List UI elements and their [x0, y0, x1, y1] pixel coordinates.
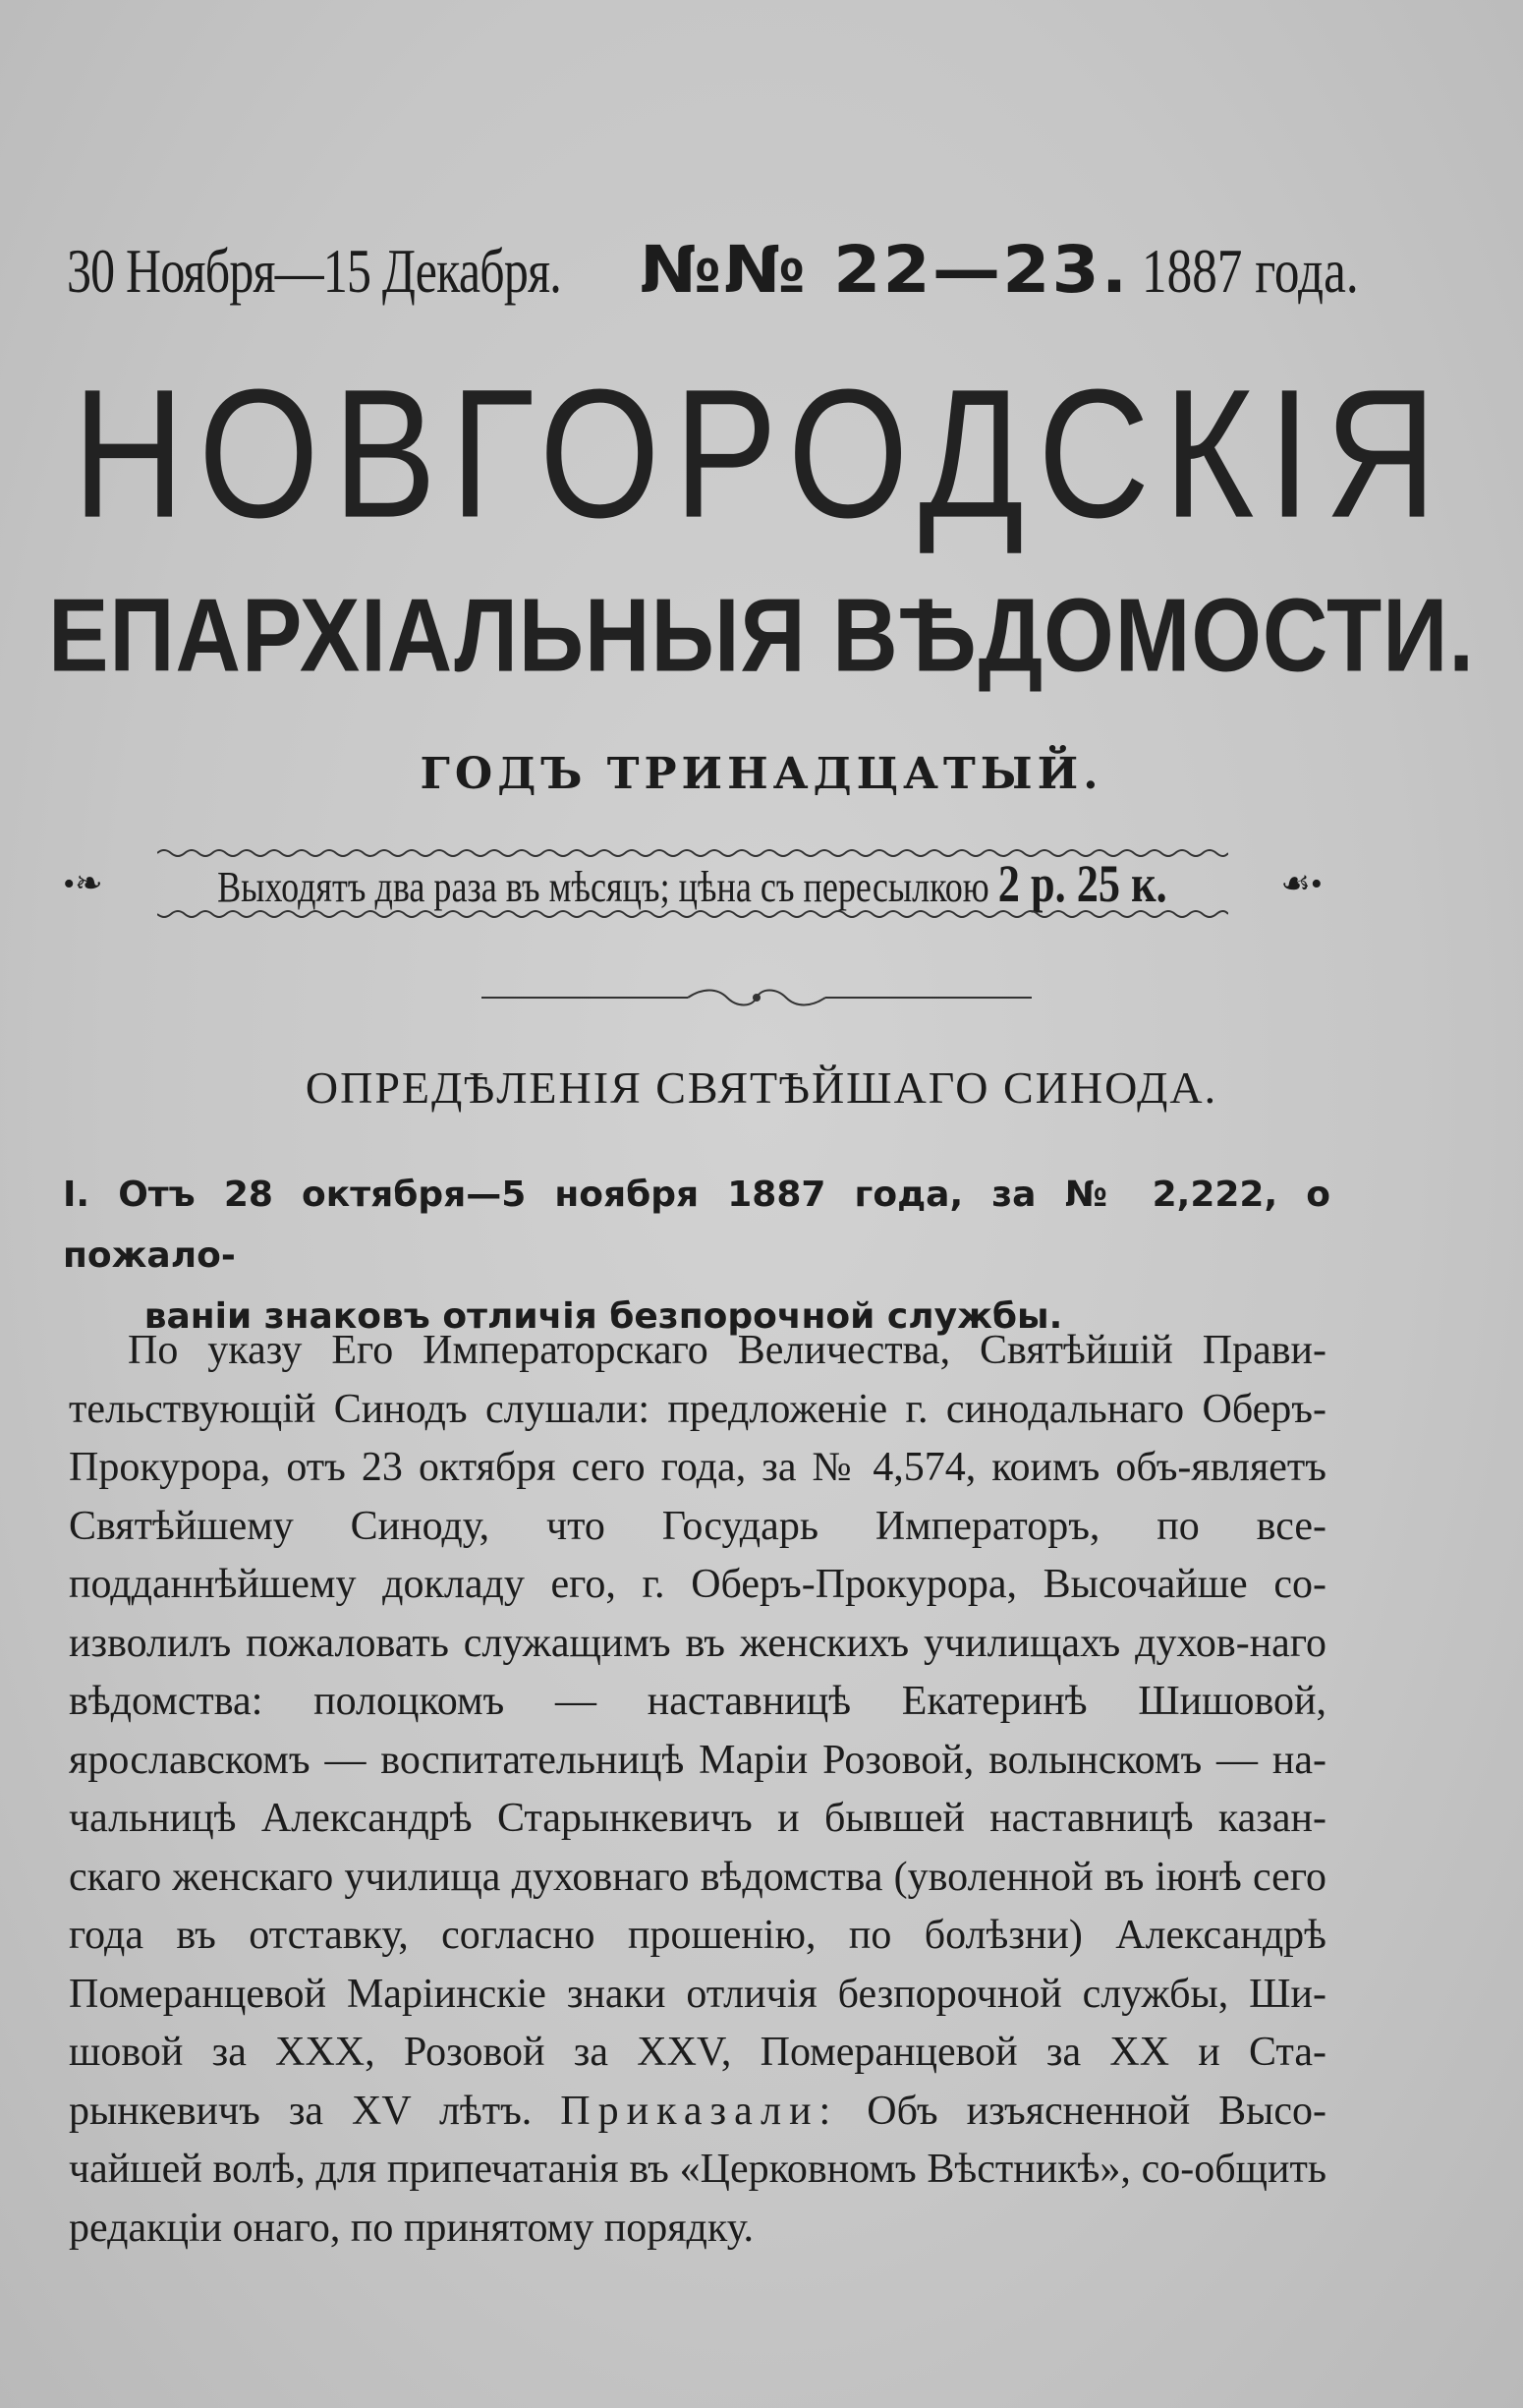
ornamental-divider-icon	[481, 983, 1032, 1012]
decree-heading	[63, 1165, 1330, 1347]
price-box	[63, 847, 1323, 920]
ornament-left-icon: •❧	[63, 866, 103, 902]
section-title: ОПРЕДѢЛЕНІЯ СВЯТѢЙШАГО СИНОДА.	[305, 1062, 1218, 1113]
body-ordered: Приказали:	[560, 2088, 839, 2134]
ornament-right-icon: ☙•	[1280, 866, 1323, 902]
body-part-1: По указу Его Императорскаго Величества, Святѣйшій Прави-тельствующій Синодъ слушали: предложеніе г. синодальнаго Оберъ-Прокурора, отъ 23 октября сего года, за № 4,574, коимъ объ-являетъ Святѣйшему Синоду, что Государь Императоръ, по все-подданнѣйшему докладу его, г. Оберъ-Прокурора, Высочайше со-изволилъ пожаловать служащимъ въ женскихъ училищахъ духов-наго вѣдомства: полоцкомъ — наставницѣ Екатеринѣ Шишовой, ярославскомъ — воспитательницѣ Маріи Розовой, волынскомъ — на-чальницѣ Александрѣ Старынкевичъ и бывшей наставницѣ казан-скаго женскаго училища духовнаго вѣдомства (уволенной въ іюнѣ сего года въ отставку, согласно прошенію, по болѣзни) Александрѣ Померанцевой Маріинскіе знаки отличія безпорочной службы, Ши-шовой за XXX, Розовой за XXV, Померанцевой за XX и Ста-рынкевичъ за XV лѣтъ.	[69, 1328, 1326, 2134]
decree-line-1: I. Отъ 28 октября—5 ноября 1887 года, за № 2,222, о пожало-	[63, 1175, 1330, 1276]
price-text	[217, 853, 1167, 914]
masthead-subtitle: ЕПАРХІАЛЬНЫЯ ВѢДОМОСТИ.	[48, 578, 1475, 694]
price-amount: 2 р. 25 к.	[997, 854, 1167, 913]
issue-numbers: №№ 22—23.	[640, 232, 1130, 308]
body-text	[69, 1322, 1326, 2258]
body-part-2: Объ изъясненной Высо-чайшей волѣ, для припечатанія въ «Церковномъ Вѣстникѣ», со-общить редакціи онаго, по принятому порядку.	[69, 2088, 1327, 2251]
year-line: ГОДЪ ТРИНАДЦАТЫЙ.	[420, 749, 1103, 799]
issue-year: 1887 года.	[1141, 236, 1359, 306]
issue-dates: 30 Ноября—15 Декабря.	[67, 236, 561, 306]
issue-header	[67, 232, 1359, 308]
wavy-border-bottom	[157, 908, 1228, 920]
decree-line-2: ваніи знаковъ отличія безпорочной службы.	[143, 1296, 1063, 1337]
masthead-title: НОВГОРОДСКІЯ	[72, 352, 1451, 556]
body-paragraph	[69, 1322, 1326, 2258]
price-description: Выходятъ два раза въ мѣсяцъ; цѣна съ пересылкою	[216, 863, 989, 911]
